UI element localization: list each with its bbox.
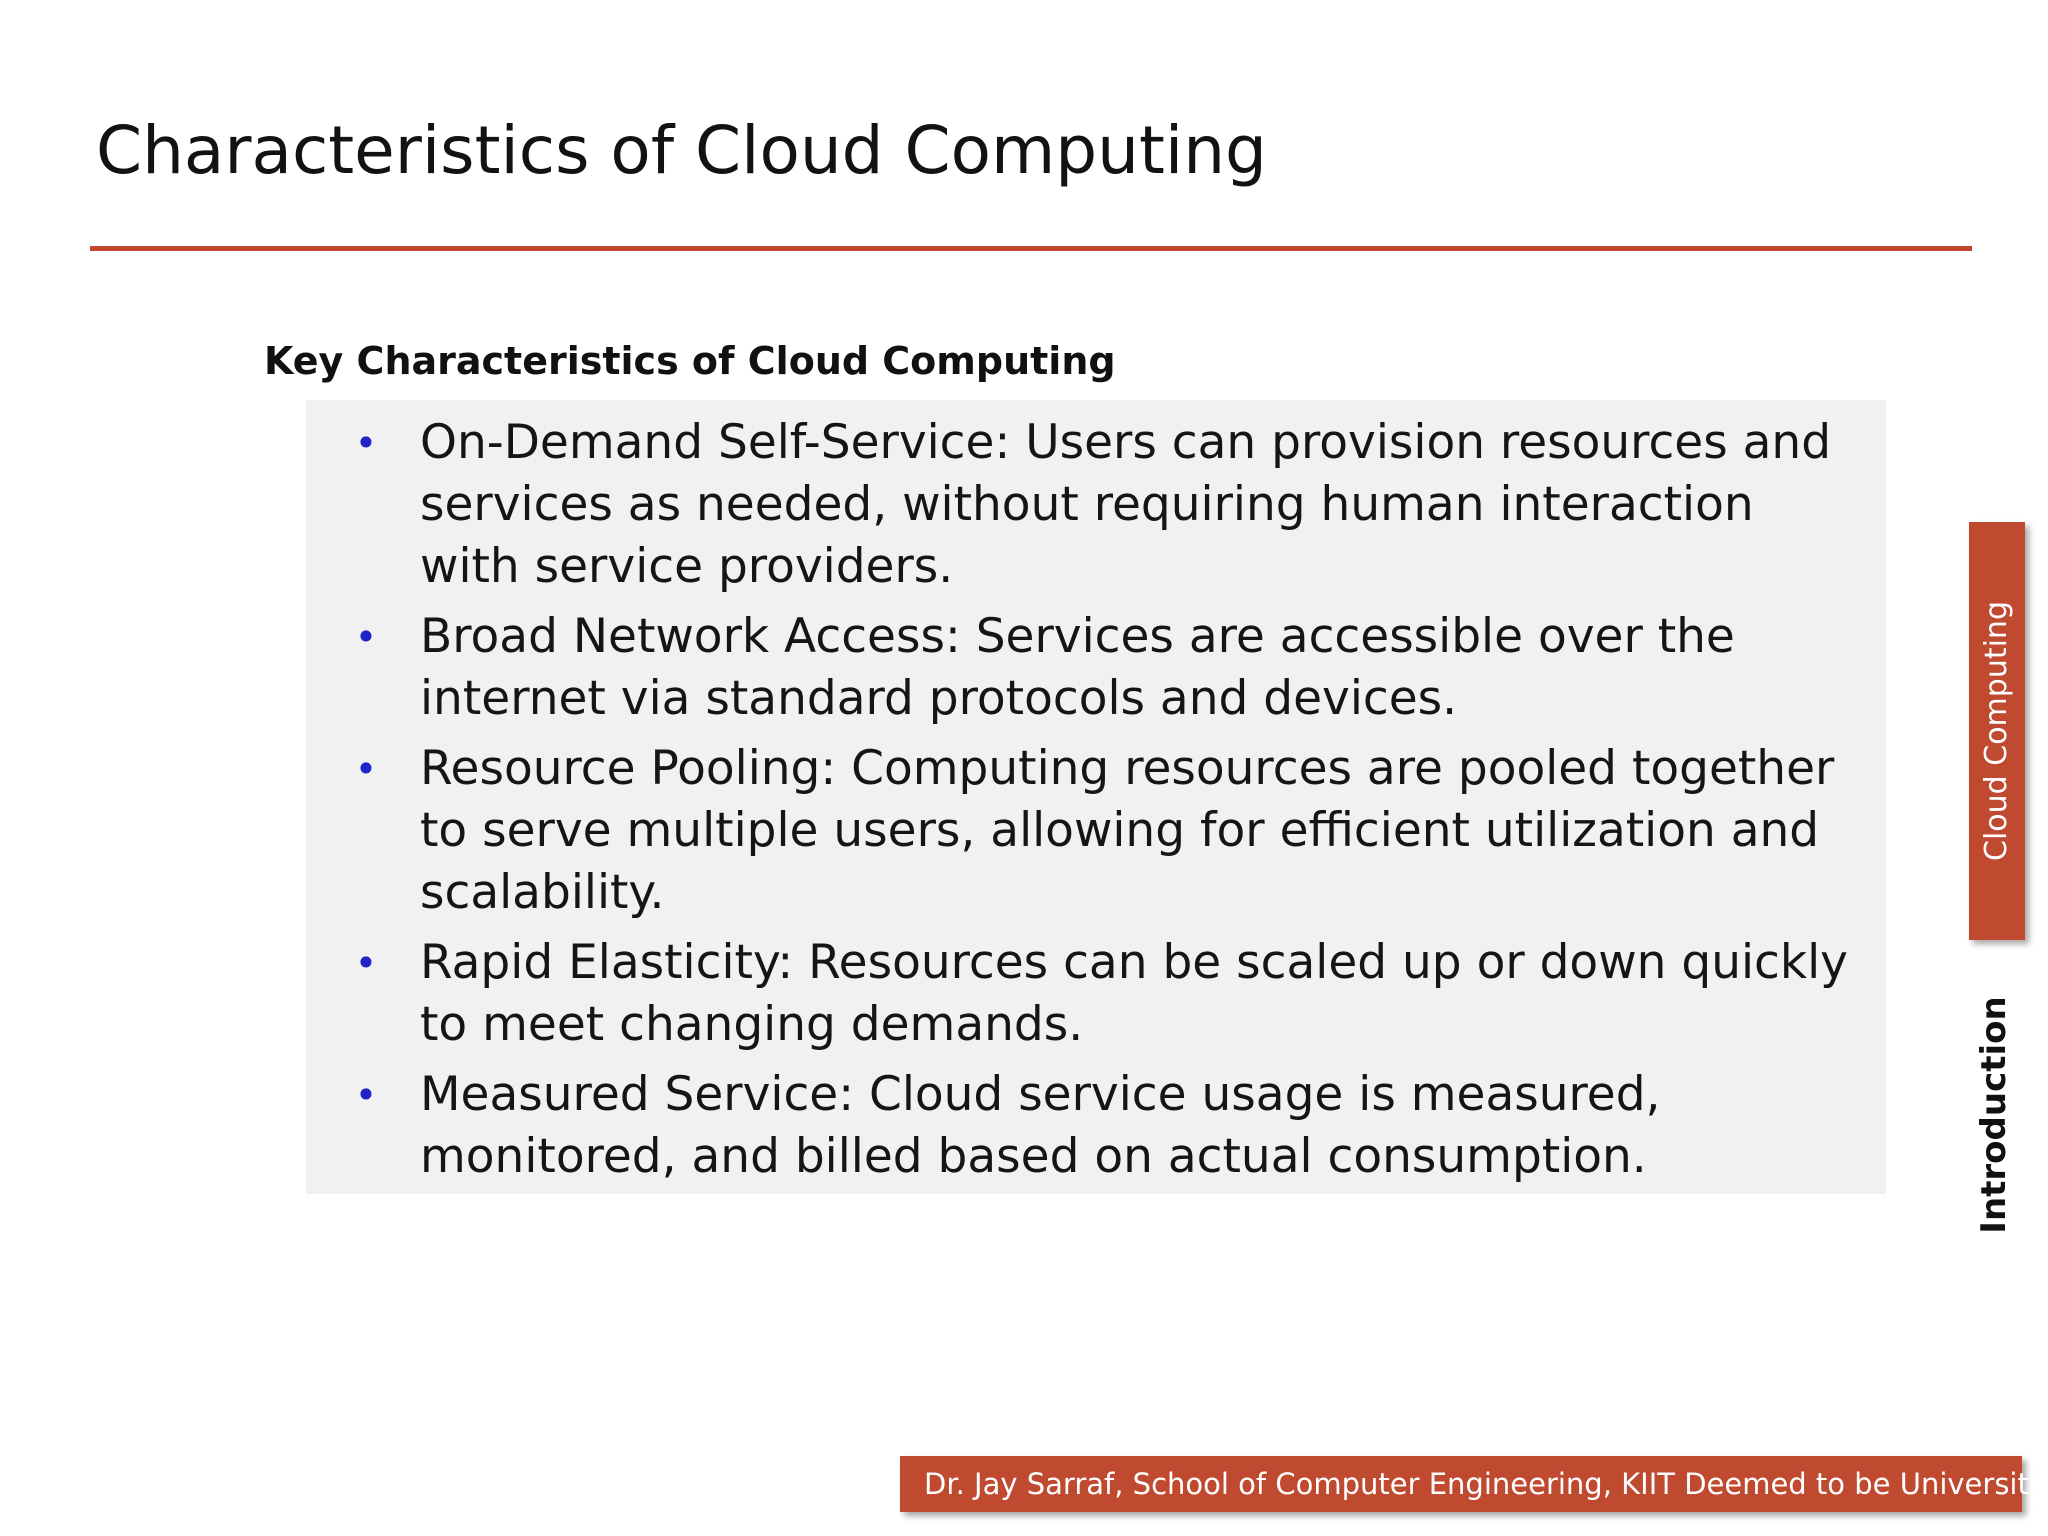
title-divider — [90, 246, 1972, 251]
bullet-item — [306, 738, 1886, 924]
bullet-text: Resource Pooling: Computing resources are pooled together to serve multiple users, allowing for efficient utilization and scalability. — [420, 741, 1835, 920]
bullet-item — [306, 412, 1886, 598]
bullet-dot-icon: • — [354, 1073, 378, 1117]
slide-title: Characteristics of Cloud Computing — [96, 112, 1267, 189]
bullet-item — [306, 1064, 1886, 1188]
bullet-text: Broad Network Access: Services are accessible over the internet via standard protocols and devices. — [420, 609, 1735, 726]
bullet-item — [306, 606, 1886, 730]
bullet-text: Measured Service: Cloud service usage is measured, monitored, and billed based on actual consumption. — [420, 1067, 1661, 1184]
course-side-tab-label: Cloud Computing — [1979, 601, 2014, 861]
bullet-dot-icon: • — [354, 941, 378, 985]
bullet-text: On-Demand Self-Service: Users can provision resources and services as needed, without requiring human interaction with service providers. — [420, 415, 1832, 594]
bullet-dot-icon: • — [354, 421, 378, 465]
bullet-list — [306, 412, 1886, 1196]
section-side-label — [1966, 996, 2022, 1234]
section-side-label-text: Introduction — [1974, 996, 2014, 1234]
bullet-item — [306, 932, 1886, 1056]
bullet-text: Rapid Elasticity: Resources can be scaled up or down quickly to meet changing demands. — [420, 935, 1848, 1052]
section-heading: Key Characteristics of Cloud Computing — [264, 339, 1116, 383]
course-side-tab — [1969, 522, 2025, 940]
footer-banner — [900, 1456, 2047, 1512]
bullet-panel — [306, 400, 1886, 1194]
bullet-dot-icon: • — [354, 747, 378, 791]
bullet-dot-icon: • — [354, 615, 378, 659]
footer-text: Dr. Jay Sarraf, School of Computer Engineering, KIIT Deemed to be University — [924, 1467, 2047, 1501]
